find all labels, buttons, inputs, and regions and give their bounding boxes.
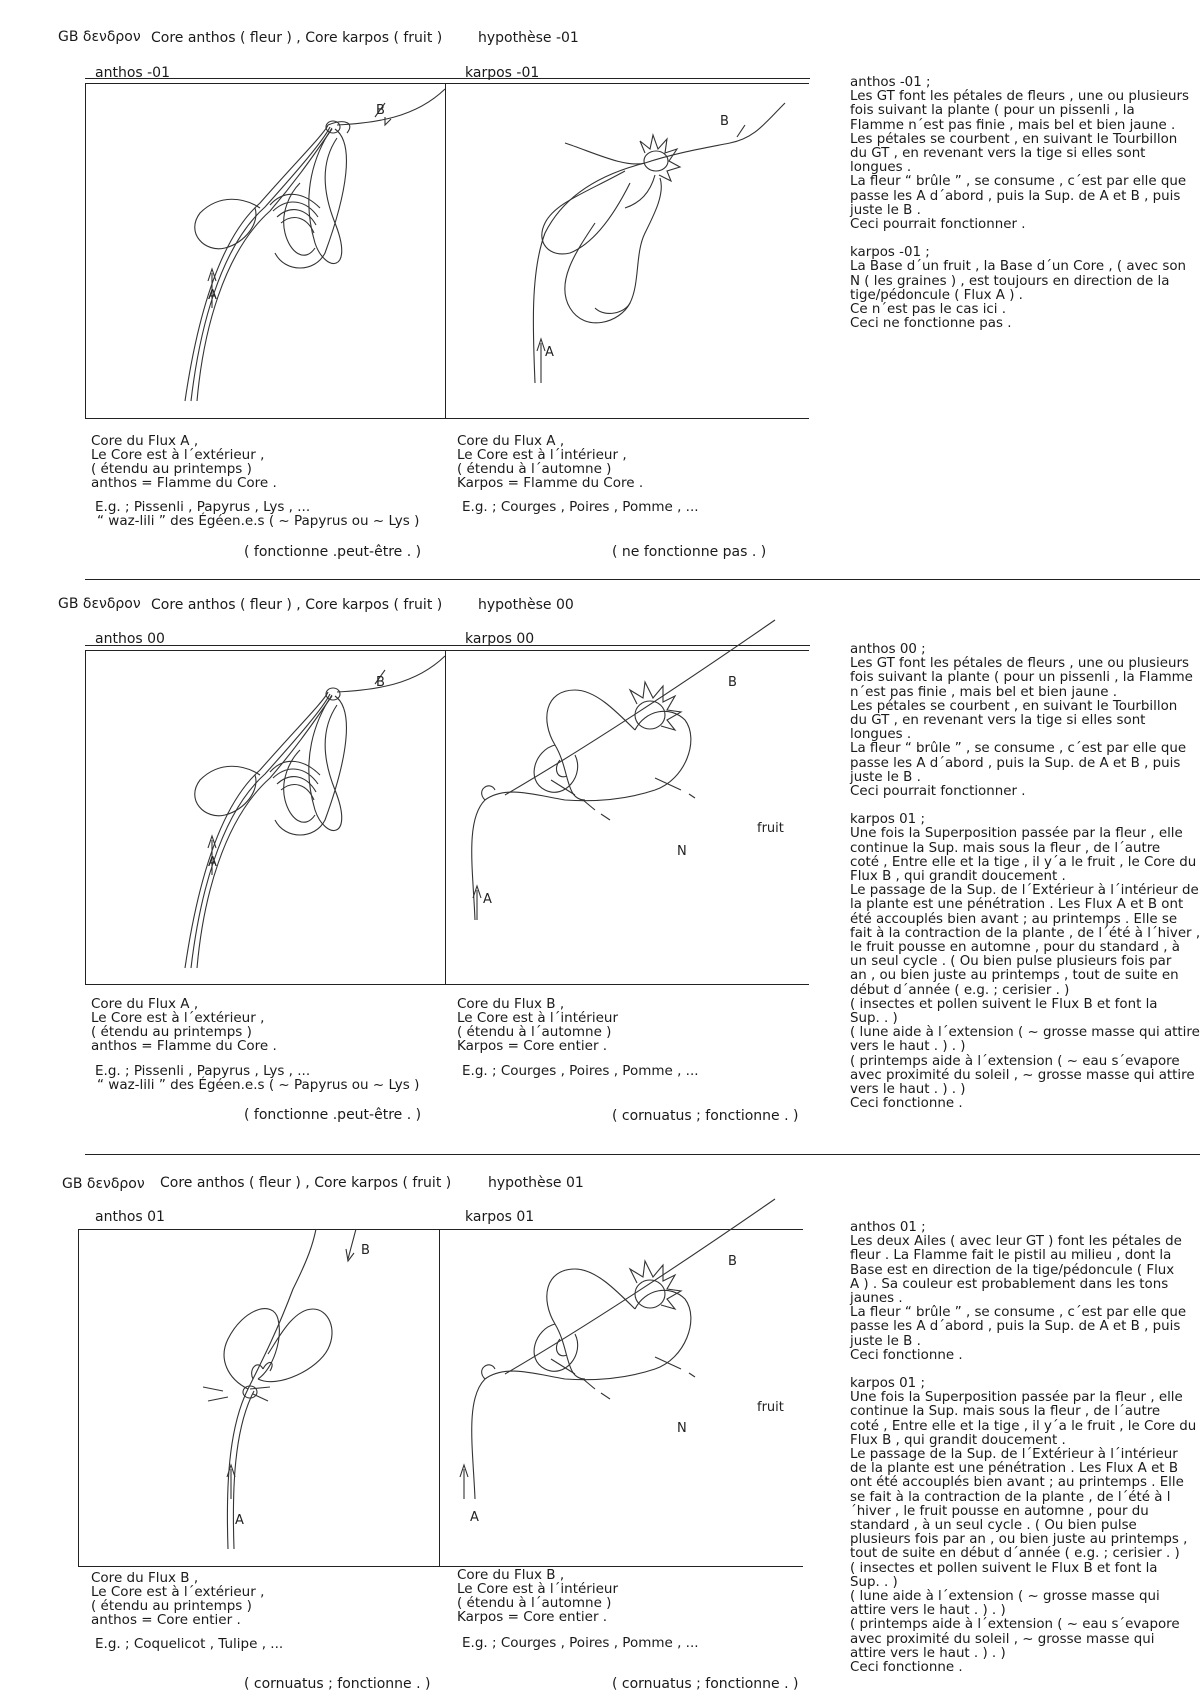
top-rule [85,78,810,79]
fruit-drawing [439,1229,803,1567]
label-fruit: fruit [757,821,784,836]
left-panel-label: anthos -01 [95,65,170,81]
left-examples: E.g. ; Pissenli , Papyrus , Lys , ... “ waz-lili ” des Égéen.e.s ( ~ Papyrus ou ~ Lys ) [95,499,420,529]
notes: anthos -01 ; Les GT font les pétales de fleurs , une ou plusieurs fois suivant la plante ( pour un pissenli , la Flamme n´est pas finie , mais bel et bien jaune . Les pétales se courbent , en suivant le Tourbillon du GT , en revenant vers la tige si elles sont longues . La fleur “ brûle ” , se consume , c´est par elle que passe les A d´abord , puis la Sup. de A et B , puis juste le B . Ceci pourrait fonctionner . karpos -01 ; La Base d´un fruit , la Base d´un Core , ( avec son N ( les graines ) , est toujours en direction de la tige/pédoncule ( Flux A ) . Ce n´est pas le cas ici . Ceci ne fonctionne pas . [850,75,1189,332]
label-b: B [376,103,385,118]
left-panel-label: anthos 00 [95,631,165,647]
fruit-drawing [445,650,809,985]
right-caption: Core du Flux B , Le Core est à l´intérieur ( étendu à l´automne ) Karpos = Core entier . [457,996,619,1054]
section-label: GB δενδρον [58,596,141,612]
label-a: A [235,1513,244,1528]
left-verdict: ( fonctionne .peut-être . ) [244,1107,422,1123]
right-examples: E.g. ; Courges , Poires , Pomme , ... [462,499,699,515]
label-a: A [208,288,217,303]
right-examples: E.g. ; Courges , Poires , Pomme , ... [462,1063,699,1079]
label-b: B [728,675,737,690]
left-verdict: ( cornuatus ; fonctionne . ) [244,1676,431,1692]
right-panel-label: karpos 01 [465,1209,535,1225]
label-n: N [677,1421,687,1436]
section-separator [85,1154,1200,1155]
label-n: N [677,844,687,859]
left-panel-label: anthos 01 [95,1209,165,1225]
right-verdict: ( cornuatus ; fonctionne . ) [612,1676,799,1692]
right-panel-label: karpos -01 [465,65,540,81]
label-a: A [208,855,217,870]
label-b: B [720,114,729,129]
right-caption: Core du Flux B , Le Core est à l´intérieur ( étendu à l´automne ) Karpos = Core entier . [457,1567,619,1625]
section-hypothesis: hypothèse 00 [478,597,574,613]
label-b: B [361,1243,370,1258]
label-a: A [545,345,554,360]
top-rule [85,645,810,646]
right-verdict: ( cornuatus ; fonctionne . ) [612,1108,799,1124]
label-fruit: fruit [757,1400,784,1415]
right-panel-label: karpos 00 [465,631,535,647]
right-caption: Core du Flux A , Le Core est à l´intérieur , ( étendu à l´automne ) Karpos = Flamme du Core . [457,433,644,491]
label-a: A [483,892,492,907]
right-verdict: ( ne fonctionne pas . ) [612,544,767,560]
notes: anthos 01 ; Les deux Ailes ( avec leur GT ) font les pétales de fleur . La Flamme fait le pistil au milieu , dont la Base est en direction de la tige/pédoncule ( Flux A ) . Sa couleur est probablement dans les tons jaunes . La fleur “ brûle ” , se consume , c´est par elle que passe les A d´abord , puis la Sup. de A et B , puis juste le B . Ceci fonctionne . karpos 01 ; Une fois la Superposition passée par la fleur , elle continue la Sup. mais sous la fleur , de l´autre coté , Entre elle et la tige , il y´a le fruit , le Core du Flux B , qui grandit doucement . Le passage de la Sup. de l´Extérieur à l´intérieur de la plante est une pénétration . Les Flux A et B ont été accouplés bien avant ; au printemps . Elle se fait à la contraction de la plante , de l´été à l ´hiver , le fruit pousse en automne , pour du standard , à un seul cycle . ( Ou bien pulse plusieurs fois par an , ou bien juste au printemps , tout de suite en début d´année ( e.g. ; cerisier . ) ( insectes et pollen suivent le Flux B et font la Sup. . ) ( lune aide à l´extension ( ~ grosse masse qui attire vers le haut . ) . ) ( printemps aide à l´extension ( ~ eau s´evapore avec proximité du soleil , ~ grosse masse qui attire vers le haut . ) . ) Ceci fonctionne . [850,1220,1197,1676]
left-examples: E.g. ; Pissenli , Papyrus , Lys , ... “ waz-lili ” des Égéen.e.s ( ~ Papyrus ou ~ Lys ) [95,1063,420,1093]
section-core-title: Core anthos ( fleur ) , Core karpos ( fruit ) [151,597,443,613]
label-b: B [728,1254,737,1269]
label-b: B [376,675,385,690]
flower-drawing [85,650,445,985]
section-hypothesis: hypothèse 01 [488,1175,584,1191]
label-a: A [470,1510,479,1525]
left-caption: Core du Flux A , Le Core est à l´extérieur , ( étendu au printemps ) anthos = Flamme du Core . [91,433,277,491]
left-caption: Core du Flux B , Le Core est à l´extérieur , ( étendu au printemps ) anthos = Core entier . [91,1570,265,1628]
fruit-drawing [445,83,809,419]
left-caption: Core du Flux A , Le Core est à l´extérieur , ( étendu au printemps ) anthos = Flamme du Core . [91,996,277,1054]
left-verdict: ( fonctionne .peut-être . ) [244,544,422,560]
flower-drawing [78,1229,439,1567]
section-label: GB δενδρον [62,1176,145,1192]
notes: anthos 00 ; Les GT font les pétales de fleurs , une ou plusieurs fois suivant la plante ( pour un pissenli , la Flamme n´est pas finie , mais bel et bien jaune . Les pétales se courbent , en suivant le Tourbillon du GT , en revenant vers la tige si elles sont longues . La fleur “ brûle ” , se consume , c´est par elle que passe les A d´abord , puis la Sup. de A et B , puis juste le B . Ceci pourrait fonctionner . karpos 01 ; Une fois la Superposition passée par la fleur , elle continue la Sup. mais sous la fleur , de l´autre coté , Entre elle et la tige , il y´a le fruit , le Core du Flux B , qui grandit doucement . Le passage de la Sup. de l´Extérieur à l´intérieur de la plante est une pénétration . Les Flux A et B ont été accouplés bien avant ; au printemps . Elle se fait à la contraction de la plante , de l´été à l´hiver , le fruit pousse en automne , pour du standard , à un seul cycle . ( Ou bien pulse plusieurs fois par an , ou bien juste au printemps , tout de suite en début d´année ( e.g. ; cerisier . ) ( insectes et pollen suivent le Flux B et font la Sup. . ) ( lune aide à l´extension ( ~ grosse masse qui attire vers le haut . ) . ) ( printemps aide à l´extension ( ~ eau s´evapore avec proximité du soleil , ~ grosse masse qui attire vers le haut . ) . ) Ceci fonctionne . [850,642,1200,1112]
flower-drawing [85,83,445,419]
section-core-title: Core anthos ( fleur ) , Core karpos ( fruit ) [160,1175,452,1191]
section-separator [85,579,1200,580]
section-label: GB δενδρον [58,29,141,45]
section-core-title: Core anthos ( fleur ) , Core karpos ( fruit ) [151,30,443,46]
section-hypothesis: hypothèse -01 [478,30,579,46]
left-examples: E.g. ; Coquelicot , Tulipe , ... [95,1636,284,1652]
right-examples: E.g. ; Courges , Poires , Pomme , ... [462,1635,699,1651]
